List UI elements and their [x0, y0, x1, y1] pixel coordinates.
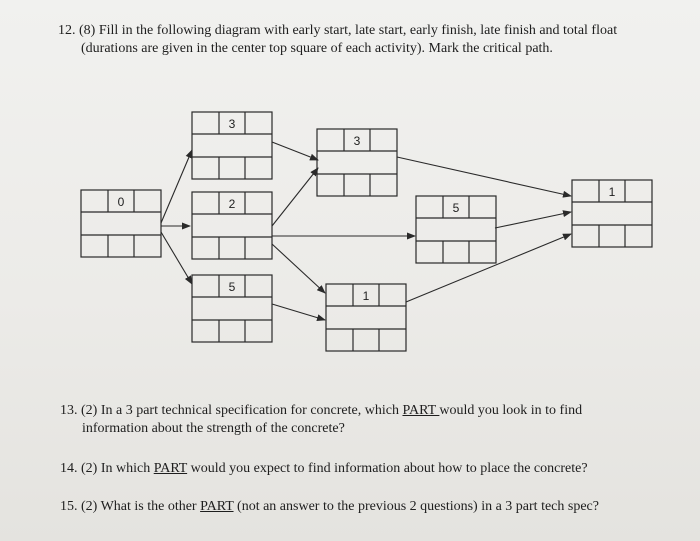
- question-13-line2: information about the strength of the concrete?: [82, 421, 345, 436]
- arrow-start-to-top: [161, 150, 192, 223]
- question-14: [60, 460, 680, 478]
- question-12-line2: (durations are given in the center top square of each activity). Mark the critical path.: [81, 41, 553, 56]
- question-15-text-a: (2) What is the other: [81, 499, 201, 514]
- duration-label: 3: [228, 117, 236, 131]
- question-13-text-a: (2) In a 3 part technical specification for concrete, which: [81, 403, 403, 418]
- arrow-b-top-to-end: [397, 157, 571, 196]
- duration-label: 2: [228, 197, 236, 211]
- arrow-start-to-bot: [161, 232, 192, 284]
- arrow-top-to-b-top: [272, 142, 318, 160]
- duration-label: 0: [117, 195, 125, 209]
- question-14-text-b: would you expect to find information about how to place the concrete?: [187, 461, 588, 476]
- activity-node-start: [81, 190, 161, 257]
- question-13-text-b: would you look in to find: [439, 403, 583, 418]
- activity-node-a-top: [192, 112, 272, 179]
- arrow-b-bot-to-end: [406, 234, 571, 302]
- question-15-part-word: PART: [200, 499, 234, 514]
- duration-label: 5: [452, 201, 460, 215]
- arrow-c-to-end: [495, 212, 571, 228]
- question-13-part-word: PART: [402, 403, 440, 418]
- duration-label: 1: [608, 185, 616, 199]
- question-12-line1: (8) Fill in the following diagram with early start, late start, early finish, late finish and total float: [79, 23, 618, 38]
- arrow-mid-to-b-bot: [272, 244, 325, 293]
- activity-node-a-bot: [192, 275, 272, 342]
- activity-node-b-bot: [326, 284, 406, 351]
- activity-node-b-top: [317, 129, 397, 196]
- question-13-number: 13.: [60, 403, 78, 418]
- question-14-text-a: (2) In which: [81, 461, 154, 476]
- question-13: [60, 402, 660, 438]
- question-14-number: 14.: [60, 461, 78, 476]
- question-15: [60, 498, 680, 516]
- question-14-part-word: PART: [153, 461, 188, 476]
- question-12-number: 12.: [58, 23, 76, 38]
- question-15-number: 15.: [60, 499, 78, 514]
- duration-label: 5: [228, 280, 236, 294]
- question-15-text-b: (not an answer to the previous 2 questions) in a 3 part tech spec?: [233, 499, 599, 514]
- duration-label: 1: [362, 289, 370, 303]
- activity-node-end: [572, 180, 652, 247]
- arrow-bot-to-b-bot: [272, 304, 325, 320]
- duration-label: 3: [353, 134, 361, 148]
- arrow-mid-to-b-top: [272, 168, 318, 226]
- activity-node-c: [416, 196, 496, 263]
- activity-node-a-mid: [192, 192, 272, 259]
